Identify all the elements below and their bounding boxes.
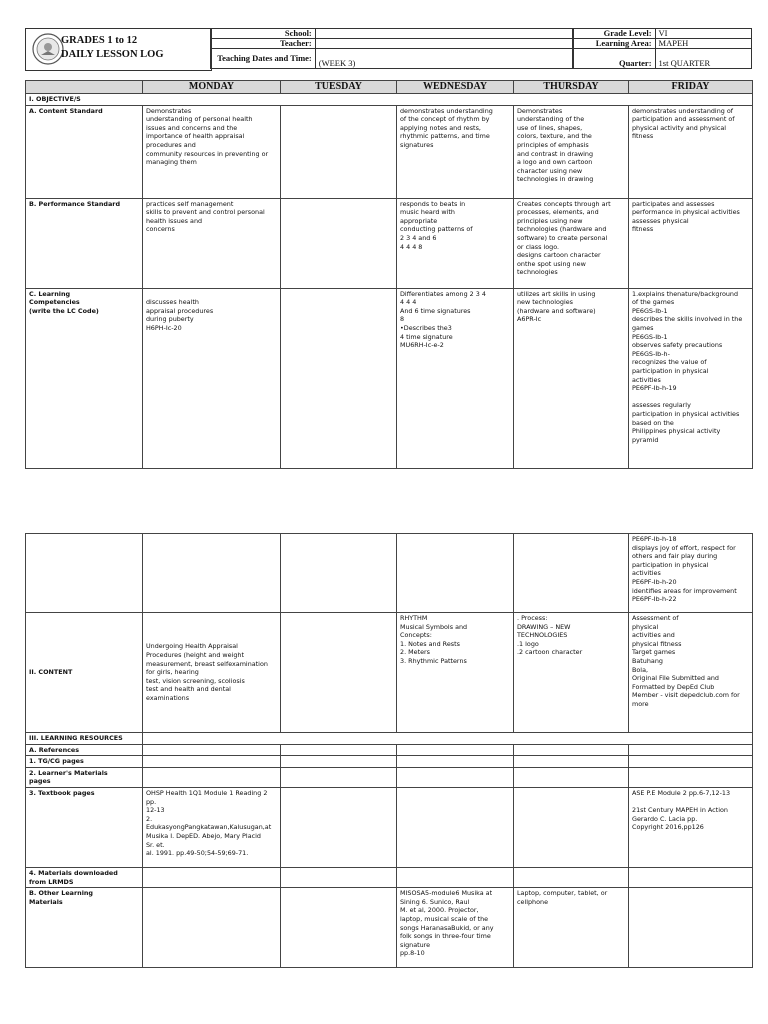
competencies-cont-monday[interactable]: [143, 534, 281, 613]
content-friday[interactable]: Assessment of physical activities and physical fitness Target games Batuhang Bola, Original File Submitted and Formatted by DepEd Club Member - visit depedclub.com for more: [629, 613, 753, 733]
references-friday[interactable]: [629, 744, 753, 756]
quarter-label: Quarter:: [574, 49, 656, 69]
competencies-monday[interactable]: discusses health appraisal procedures during puberty H6PH-Ic-20: [143, 288, 281, 468]
performance-standard-monday[interactable]: practices self management skills to prevent and control personal health issues and concerns: [143, 198, 281, 288]
competencies-cont-thursday[interactable]: [514, 534, 629, 613]
lrmds-monday[interactable]: [143, 867, 281, 887]
row-label-lrmds: 4. Materials downloaded from LRMDS: [26, 867, 143, 887]
row-label-performance-standard: B. Performance Standard: [26, 198, 143, 288]
dates-field[interactable]: (WEEK 3): [315, 49, 572, 69]
content-tuesday[interactable]: [281, 613, 397, 733]
form-title-line1: GRADES 1 to 12: [61, 35, 138, 46]
teacher-label: Teacher:: [211, 39, 316, 49]
section-objectives: I. OBJECTIVE/S: [26, 94, 753, 106]
competencies-wednesday[interactable]: Differentiates among 2 3 4 4 4 4 And 6 time signatures 8 •Describes the3 4 time signature MU6RH-Ic-e-2: [397, 288, 514, 468]
day-header-thursday: THURSDAY: [514, 81, 629, 94]
performance-standard-thursday[interactable]: Creates concepts through art processes, elements, and principles using new technologies (hardware and software) to create personal or class logo. designs cartoon character onthe spot using new technologies: [514, 198, 629, 288]
learning-area-field[interactable]: MAPEH: [655, 39, 751, 49]
performance-standard-wednesday[interactable]: responds to beats in music heard with appropriate conducting patterns of 2 3 4 and 6 4 4 4 8: [397, 198, 514, 288]
competencies-thursday[interactable]: utilizes art skills in using new technologies (hardware and software) A6PR-Ic: [514, 288, 629, 468]
lm-pages-thursday[interactable]: [514, 767, 629, 787]
textbook-friday[interactable]: ASE P.E Module 2 pp.6-7,12-13 21st Century MAPEH in Action Gerardo C. Lacia pp. Copyright 2016,pp126: [629, 787, 753, 867]
references-monday[interactable]: [143, 744, 281, 756]
content-thursday[interactable]: . Process: DRAWING – NEW TECHNOLOGIES .1 logo .2 cartoon character: [514, 613, 629, 733]
textbook-thursday[interactable]: [514, 787, 629, 867]
row-label-lm-pages: 2. Learner's Materials pages: [26, 767, 143, 787]
row-label-references: A. References: [26, 744, 143, 756]
quarter-field[interactable]: 1st QUARTER: [655, 49, 751, 69]
tg-pages-monday[interactable]: [143, 756, 281, 768]
content-standard-monday[interactable]: Demonstrates understanding of personal health issues and concerns and the importance of health appraisal procedures and community resources in preventing or managing them: [143, 105, 281, 198]
teacher-field[interactable]: [315, 39, 572, 49]
row-label-tg-pages: 1. TG/CG pages: [26, 756, 143, 768]
other-materials-wednesday[interactable]: MISOSA5-module6 Musika at Sining 6. Sunico, Raul M. et al, 2000. Projector, laptop, musical scale of the songs HaranasaBukid, or any folk songs in three-four time signature pp.8-10: [397, 888, 514, 968]
title-box: [25, 28, 212, 71]
deped-seal-icon: [32, 33, 64, 65]
learning-resources-blank: [143, 733, 753, 745]
references-tuesday[interactable]: [281, 744, 397, 756]
competencies-tuesday[interactable]: [281, 288, 397, 468]
lesson-log-header: [25, 28, 752, 70]
lm-pages-monday[interactable]: [143, 767, 281, 787]
references-thursday[interactable]: [514, 744, 629, 756]
references-wednesday[interactable]: [397, 744, 514, 756]
lm-pages-tuesday[interactable]: [281, 767, 397, 787]
corner-cell: [26, 81, 143, 94]
lesson-table-page1: [25, 80, 753, 469]
other-materials-tuesday[interactable]: [281, 888, 397, 968]
teacher-info-table: [210, 28, 573, 69]
competencies-cont-friday[interactable]: PE6PF-Ib-h-18 displays joy of effort, respect for others and fair play during participation in physical activities PE6PF-Ib-h-20 identifies areas for improvement PE6PF-Ib-h-22: [629, 534, 753, 613]
school-label: School:: [211, 29, 316, 39]
content-monday[interactable]: Undergoing Health Appraisal Procedures (height and weight measurement, breast selfexamination for girls, hearing test, vision screening, scoliosis test and health and dental examinations: [143, 613, 281, 733]
form-title-line2: DAILY LESSON LOG: [61, 49, 164, 60]
competencies-cont-tuesday[interactable]: [281, 534, 397, 613]
lm-pages-friday[interactable]: [629, 767, 753, 787]
lesson-table-page2: [25, 533, 753, 968]
textbook-monday[interactable]: OHSP Health 1Q1 Module 1 Reading 2 pp. 12-13 2. EdukasyongPangkatawan,Kalusugan,at Musika I. DepED. Abejo, Mary Placid Sr. et. al. 1991. pp.49-50;54-59;69-71.: [143, 787, 281, 867]
day-header-monday: MONDAY: [143, 81, 281, 94]
tg-pages-friday[interactable]: [629, 756, 753, 768]
content-standard-wednesday[interactable]: demonstrates understanding of the concept of rhythm by applying notes and rests, rhythmic patterns, and time signatures: [397, 105, 514, 198]
lm-pages-wednesday[interactable]: [397, 767, 514, 787]
lrmds-wednesday[interactable]: [397, 867, 514, 887]
performance-standard-tuesday[interactable]: [281, 198, 397, 288]
lrmds-thursday[interactable]: [514, 867, 629, 887]
section-content: II. CONTENT: [26, 613, 143, 733]
textbook-wednesday[interactable]: [397, 787, 514, 867]
other-materials-monday[interactable]: [143, 888, 281, 968]
day-header-friday: FRIDAY: [629, 81, 753, 94]
tg-pages-wednesday[interactable]: [397, 756, 514, 768]
content-standard-tuesday[interactable]: [281, 105, 397, 198]
other-materials-thursday[interactable]: Laptop, computer, tablet, or cellphone: [514, 888, 629, 968]
competencies-cont-wednesday[interactable]: [397, 534, 514, 613]
school-field[interactable]: [315, 29, 572, 39]
lrmds-friday[interactable]: [629, 867, 753, 887]
day-header-tuesday: TUESDAY: [281, 81, 397, 94]
textbook-tuesday[interactable]: [281, 787, 397, 867]
content-wednesday[interactable]: RHYTHM Musical Symbols and Concepts: 1. Notes and Rests 2. Meters 3. Rhythmic Patterns: [397, 613, 514, 733]
dates-label: Teaching Dates and Time:: [211, 49, 316, 69]
row-label-textbook-pages: 3. Textbook pages: [26, 787, 143, 867]
content-standard-friday[interactable]: demonstrates understanding of participation and assessment of physical activity and physical fitness: [629, 105, 753, 198]
competencies-friday[interactable]: 1.explains thenature/background of the games PE6GS-Ib-1 describes the skills involved in the games PE6GS-Ib-1 observes safety precautions PE6GS-Ib-h- recognizes the value of participation in physical activities PE6PF-Ib-h-19 assesses regularly participation in physical activities based on the Philippines physical activity pyramid: [629, 288, 753, 468]
row-label-competencies: C. Learning Competencies (write the LC Code): [26, 288, 143, 468]
day-header-wednesday: WEDNESDAY: [397, 81, 514, 94]
tg-pages-thursday[interactable]: [514, 756, 629, 768]
tg-pages-tuesday[interactable]: [281, 756, 397, 768]
lrmds-tuesday[interactable]: [281, 867, 397, 887]
competencies-cont-label: [26, 534, 143, 613]
section-learning-resources: III. LEARNING RESOURCES: [26, 733, 143, 745]
grade-level-field[interactable]: VI: [655, 29, 751, 39]
row-label-other-materials: B. Other Learning Materials: [26, 888, 143, 968]
content-standard-thursday[interactable]: Demonstrates understanding of the use of lines, shapes, colors, texture, and the principles of emphasis and contrast in drawing a logo and own cartoon character using new technologies in drawing: [514, 105, 629, 198]
class-info-table: [573, 28, 752, 69]
grade-level-label: Grade Level:: [574, 29, 656, 39]
row-label-content-standard: A. Content Standard: [26, 105, 143, 198]
performance-standard-friday[interactable]: participates and assesses performance in physical activities assesses physical fitness: [629, 198, 753, 288]
other-materials-friday[interactable]: [629, 888, 753, 968]
learning-area-label: Learning Area:: [574, 39, 656, 49]
